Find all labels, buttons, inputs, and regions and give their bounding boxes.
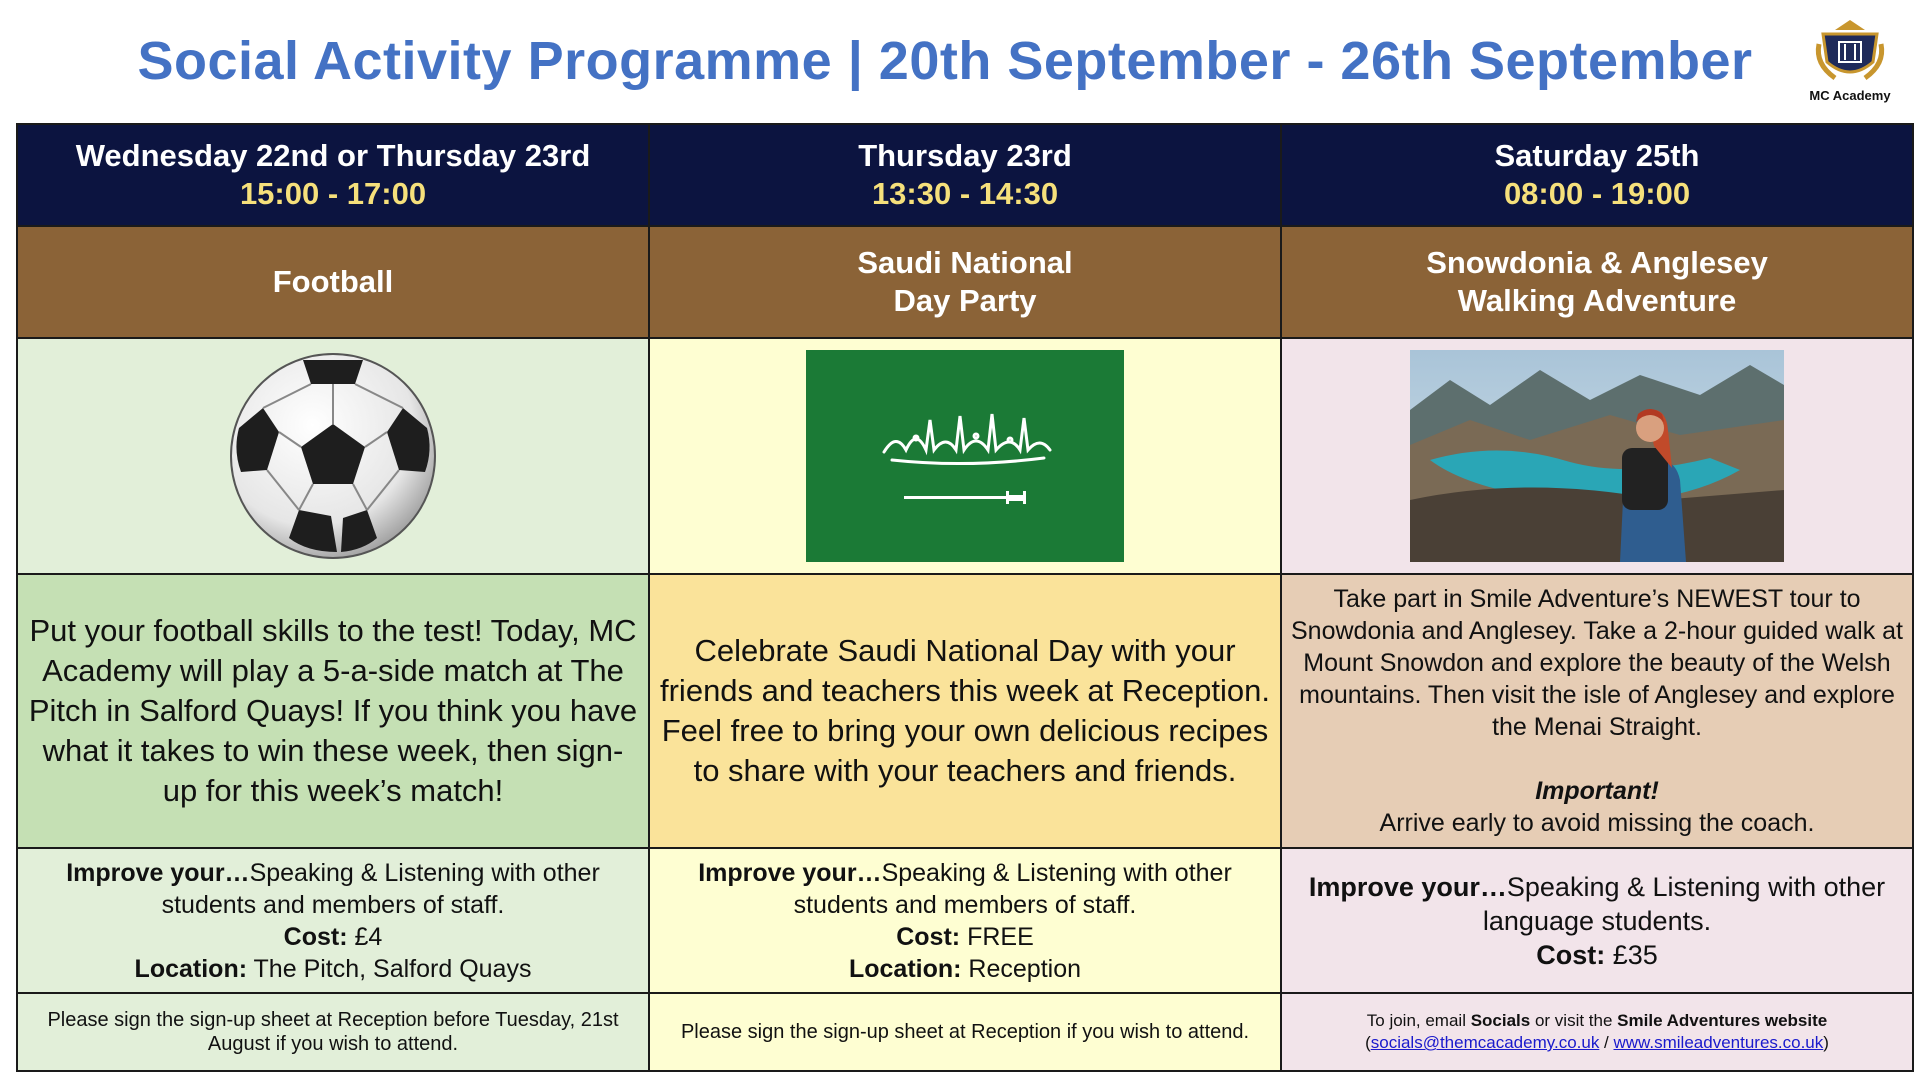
note-cell: [649, 993, 1281, 1071]
activity-name-cell: [649, 226, 1281, 338]
location-value: The Pitch, Salford Quays: [247, 954, 532, 983]
image-cell: [17, 338, 649, 574]
important-label: Important!: [1535, 777, 1659, 805]
website-label: Smile Adventures website: [1617, 1011, 1828, 1030]
hiker-photo-icon: [1410, 350, 1784, 562]
info-row: [17, 848, 1913, 993]
activity-row: [17, 226, 1913, 338]
link-separator: /: [1599, 1033, 1614, 1052]
join-prefix: To join, email: [1366, 1011, 1471, 1030]
improve-line: [650, 857, 1280, 921]
activity-name: Snowdonia & Anglesey: [1426, 245, 1768, 280]
page-title: Social Activity Programme | 20th September - 26th September: [137, 31, 1753, 91]
cost-value: £35: [1605, 939, 1658, 970]
cost-label: Cost:: [896, 922, 961, 951]
description-text: Celebrate Saudi National Day with your friends and teachers this week at Reception. Feel free to bring your own delicious recipes to share with your teachers and friends.: [660, 633, 1271, 788]
location-label: Location:: [134, 954, 248, 983]
description-text: Put your football skills to the test! Today, MC Academy will play a 5-a-side match at The Pitch in Salford Quays! If you think you have what it takes to win these week, then sign-up for this week’s match!: [28, 613, 638, 808]
activity-name-line2: Walking Adventure: [1457, 283, 1737, 318]
spacer: [1282, 743, 1912, 775]
day-label: Thursday 23rd: [858, 138, 1072, 173]
improve-text: Speaking & Listening with other students and members of staff.: [793, 858, 1232, 919]
hiker-mountain-photo: [1410, 350, 1784, 562]
activity-name: Saudi National: [857, 245, 1073, 280]
cost-line: [18, 921, 648, 953]
academy-logo: [1800, 14, 1900, 114]
header-cell: [17, 124, 649, 226]
activity-name-cell: [17, 226, 649, 338]
shahada-script-icon: [806, 350, 1124, 562]
paren-open: (: [1365, 1033, 1371, 1052]
day-label: Saturday 25th: [1494, 138, 1700, 173]
activity-name-cell: [1281, 226, 1913, 338]
day-label: Wednesday 22nd or Thursday 23rd: [75, 138, 591, 173]
join-note: [1296, 1010, 1898, 1032]
football-icon: [227, 350, 439, 562]
description-cell: [1281, 574, 1913, 848]
info-cell: [1281, 848, 1913, 993]
time-label: 15:00 - 17:00: [239, 176, 427, 211]
note-cell: [17, 993, 649, 1071]
activity-name: Football: [272, 264, 394, 299]
saudi-flag-icon: [806, 350, 1124, 562]
important-text: Arrive early to avoid missing the coach.: [1379, 809, 1815, 837]
description-cell: [649, 574, 1281, 848]
time-label: 08:00 - 19:00: [1503, 176, 1691, 211]
location-label: Location:: [848, 954, 962, 983]
info-cell: [649, 848, 1281, 993]
cost-value: £4: [347, 922, 383, 951]
improve-text: Speaking & Listening with other language students.: [1482, 871, 1886, 936]
shield-crest-icon: [1811, 14, 1889, 86]
location-value: Reception: [961, 954, 1082, 983]
cost-line: [650, 921, 1280, 953]
improve-line: [1282, 870, 1912, 938]
note-row: [17, 993, 1913, 1071]
note-cell: [1281, 993, 1913, 1071]
smile-adventures-link[interactable]: www.smileadventures.co.uk: [1613, 1033, 1824, 1052]
activity-table: [16, 123, 1914, 1072]
image-row: [17, 338, 1913, 574]
signup-note: Please sign the sign-up sheet at Reception before Tuesday, 21st August if you wish to attend.: [47, 1009, 619, 1055]
image-cell: [649, 338, 1281, 574]
socials-email-link[interactable]: socials@themcacademy.co.uk: [1370, 1033, 1600, 1052]
improve-label: Improve your…: [66, 858, 250, 887]
cost-line: [1282, 938, 1912, 972]
image-cell: [1281, 338, 1913, 574]
activity-name-line2: Day Party: [893, 283, 1037, 318]
description-cell: [17, 574, 649, 848]
time-label: 13:30 - 14:30: [871, 176, 1059, 211]
improve-label: Improve your…: [698, 858, 882, 887]
improve-text: Speaking & Listening with other students and members of staff.: [161, 858, 600, 919]
contact-links: [1296, 1032, 1898, 1054]
paren-close: ): [1823, 1033, 1829, 1052]
logo-text: MC Academy: [1809, 88, 1891, 103]
improve-line: [18, 857, 648, 921]
improve-label: Improve your…: [1308, 871, 1507, 902]
header-cell: [649, 124, 1281, 226]
location-line: [650, 953, 1280, 985]
cost-value: FREE: [960, 922, 1034, 951]
socials-label: Socials: [1470, 1011, 1531, 1030]
join-mid: or visit the: [1530, 1011, 1618, 1030]
header-row: [17, 124, 1913, 226]
description-row: [17, 574, 1913, 848]
cost-label: Cost:: [283, 922, 348, 951]
header-cell: [1281, 124, 1913, 226]
info-cell: [17, 848, 649, 993]
signup-note: Please sign the sign-up sheet at Reception if you wish to attend.: [680, 1021, 1250, 1043]
location-line: [18, 953, 648, 985]
cost-label: Cost:: [1536, 939, 1606, 970]
description-text: Take part in Smile Adventure’s NEWEST tour to Snowdonia and Anglesey. Take a 2-hour guided walk at Mount Snowdon and explore the beauty of the Welsh mountains. Then visit the isle of Anglesey and explore the Menai Straight.: [1291, 585, 1903, 741]
